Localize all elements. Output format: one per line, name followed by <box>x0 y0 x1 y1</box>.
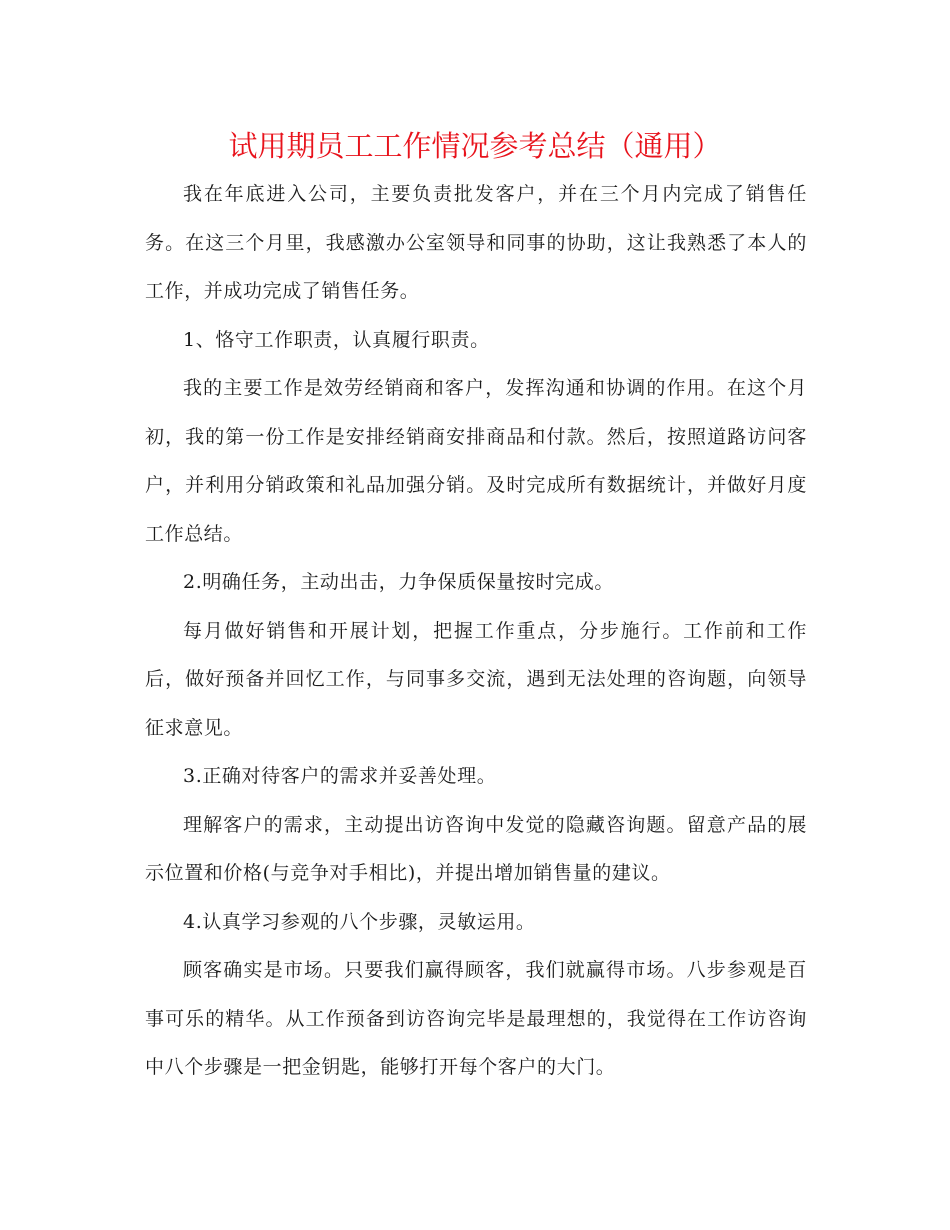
heading-point-4: 4.认真学习参观的八个步骤，灵敏运用。 <box>183 910 536 933</box>
document-title: 试用期员工工作情况参考总结（通用） <box>228 129 722 163</box>
paragraph-point-4: 顾客确实是市场。只要我们赢得顾客，我们就赢得市场。八步参观是百事可乐的精华。从工作预备到访咨询完毕是最理想的，我觉得在工作访咨询中八个步骤是一把金钥匙，能够打开每个客户的大门。 <box>145 959 807 1078</box>
paragraph-point-1: 我的主要工作是效劳经销商和客户，发挥沟通和协调的作用。在这个月初，我的第一份工作是安排经销商安排商品和付款。然后，按照道路访问客户，并利用分销政策和礼品加强分销。及时完成所有数据统计，并做好月度工作总结。 <box>145 377 807 545</box>
paragraph-point-2: 每月做好销售和开展计划，把握工作重点，分步施行。工作前和工作后，做好预备并回忆工作，与同事多交流，遇到无法处理的咨询题，向领导征求意见。 <box>145 619 807 739</box>
paragraph-intro: 我在年底进入公司，主要负责批发客户，并在三个月内完成了销售任务。在这三个月里，我感激办公室领导和同事的协助，这让我熟悉了本人的工作，并成功完成了销售任务。 <box>145 183 807 302</box>
paragraph-point-3: 理解客户的需求，主动提出访咨询中发觉的隐藏咨询题。留意产品的展示位置和价格(与竞争对手相比)，并提出增加销售量的建议。 <box>145 813 807 884</box>
heading-point-1: 1、恪守工作职责，认真履行职责。 <box>183 328 490 351</box>
heading-point-3: 3.正确对待客户的需求并妥善处理。 <box>183 765 497 787</box>
heading-point-2: 2.明确任务，主动出击，力争保质保量按时完成。 <box>183 571 614 593</box>
document-body <box>145 170 807 1092</box>
